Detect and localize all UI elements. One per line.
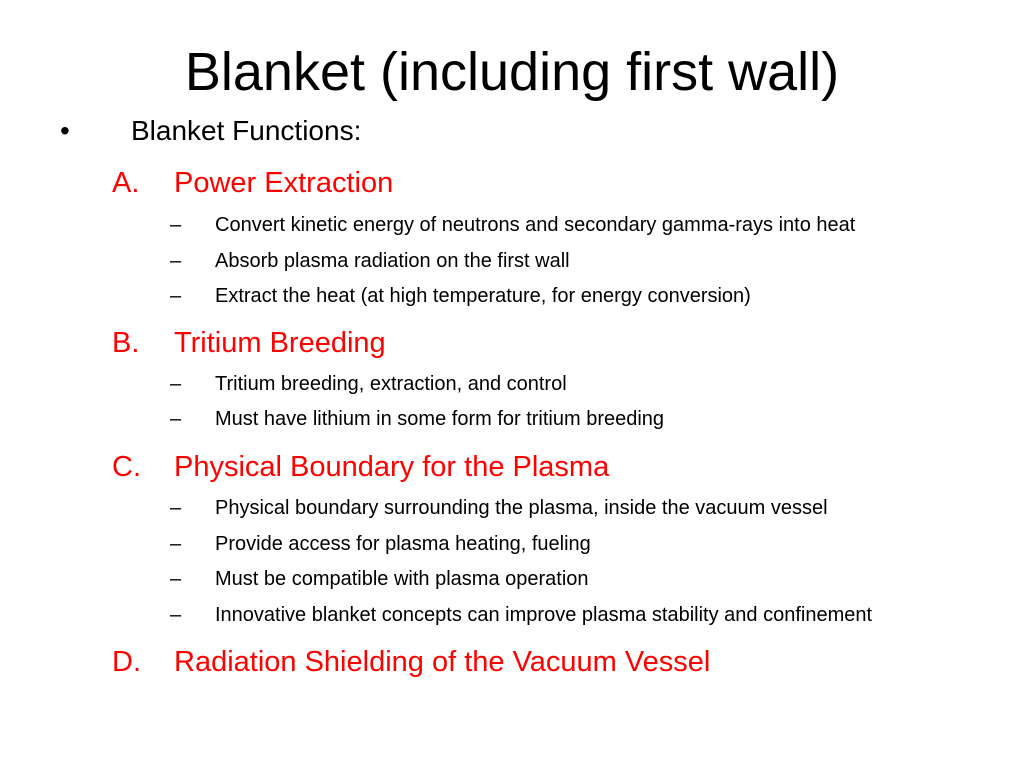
dash-icon: – — [170, 250, 182, 272]
bullet-text: Blanket Functions: — [131, 115, 362, 146]
sub-item-text: Tritium breeding, extraction, and control — [215, 373, 567, 395]
sub-item-text: Convert kinetic energy of neutrons and secondary gamma-rays into heat — [215, 214, 856, 236]
section-a-letter: A. — [112, 167, 140, 199]
sub-item-text: Absorb plasma radiation on the first wall — [215, 250, 570, 272]
section-d-heading: Radiation Shielding of the Vacuum Vessel — [174, 646, 711, 678]
dash-icon: – — [170, 285, 182, 307]
section-c-heading: Physical Boundary for the Plasma — [174, 451, 610, 483]
dash-icon: – — [170, 533, 182, 555]
dash-icon: – — [170, 497, 182, 519]
sub-item-text: Must have lithium in some form for tritium breeding — [215, 408, 665, 430]
slide-title: Blanket (including first wall) — [184, 42, 840, 102]
section-a-heading: Power Extraction — [174, 167, 394, 199]
dash-icon: – — [170, 214, 182, 236]
dash-icon: – — [170, 604, 182, 626]
sub-item-text: Provide access for plasma heating, fueling — [215, 533, 591, 555]
sub-item-text: Innovative blanket concepts can improve plasma stability and confinement — [215, 604, 873, 626]
sub-item-text: Must be compatible with plasma operation — [215, 568, 589, 590]
dash-icon: – — [170, 568, 182, 590]
section-c-letter: C. — [112, 451, 141, 483]
sub-item-text: Extract the heat (at high temperature, for energy conversion) — [215, 285, 751, 307]
dash-icon: – — [170, 373, 182, 395]
sub-item-text: Physical boundary surrounding the plasma, inside the vacuum vessel — [215, 497, 828, 519]
section-b-letter: B. — [112, 327, 140, 359]
dash-icon: – — [170, 408, 182, 430]
bullet-icon: • — [60, 115, 70, 146]
section-b-heading: Tritium Breeding — [174, 327, 386, 359]
section-d-letter: D. — [112, 646, 141, 678]
